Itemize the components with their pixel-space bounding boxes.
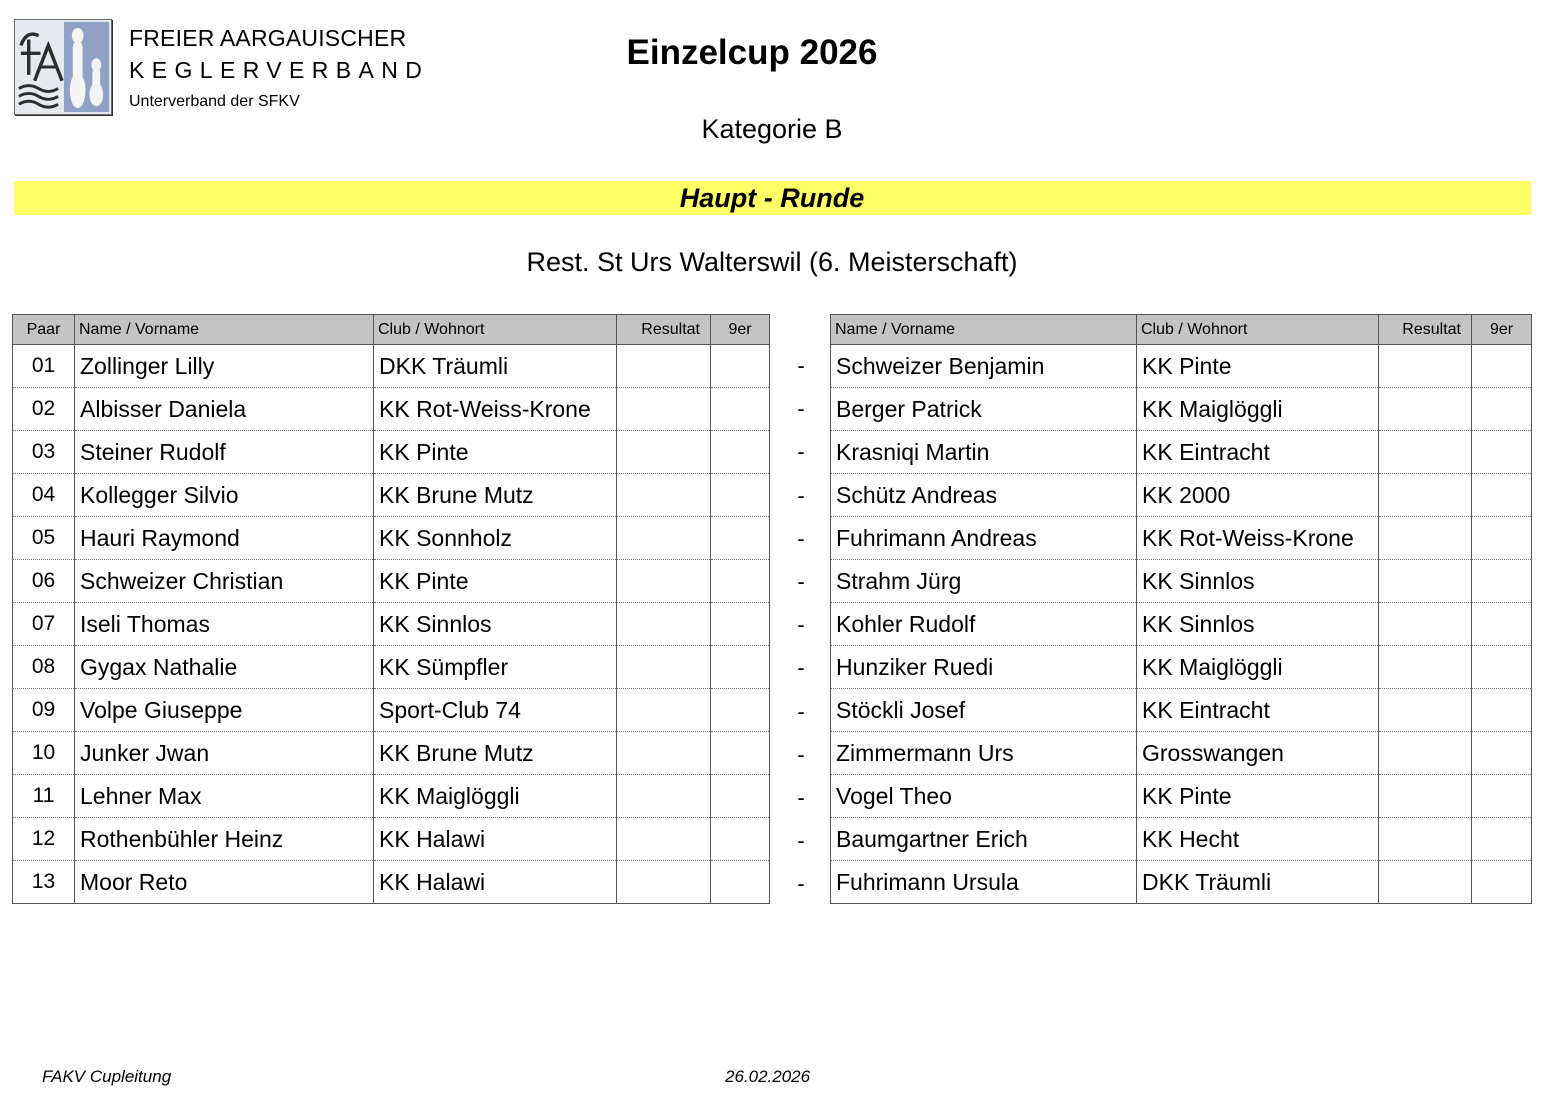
resultat-cell (1379, 474, 1472, 517)
header-name: Name / Vorname (75, 315, 374, 345)
club-cell: DKK Träumli (374, 345, 617, 388)
table-row (13, 603, 770, 646)
neuner-cell (1472, 689, 1532, 732)
neuner-cell (1472, 861, 1532, 904)
player-name-cell: Iseli Thomas (75, 603, 374, 646)
pair-separator: - (797, 871, 805, 897)
player-name-cell: Strahm Jürg (831, 560, 1137, 603)
table-row (831, 474, 1532, 517)
pair-separator: - (797, 698, 805, 724)
header-resultat: Resultat (617, 315, 711, 345)
neuner-cell (1472, 388, 1532, 431)
venue-label: Rest. St Urs Walterswil (6. Meisterschaft) (526, 247, 1018, 277)
player-name-cell: Baumgartner Erich (831, 818, 1137, 861)
organization-subtitle: Unterverband der SFKV (129, 93, 300, 110)
pair-separator: - (797, 396, 805, 422)
organization-name-line2: KEGLERVERBAND (129, 57, 430, 83)
club-cell: KK Rot-Weiss-Krone (374, 388, 617, 431)
organization-name-line1: FREIER AARGAUISCHER (129, 25, 407, 51)
club-cell: KK Pinte (374, 560, 617, 603)
player-name-cell: Schweizer Benjamin (831, 345, 1137, 388)
club-cell: KK Sinnlos (374, 603, 617, 646)
table-row (831, 603, 1532, 646)
header-club: Club / Wohnort (1137, 315, 1379, 345)
player-name-cell: Zimmermann Urs (831, 732, 1137, 775)
paar-cell: 02 (13, 388, 75, 431)
player-name-cell: Volpe Giuseppe (75, 689, 374, 732)
resultat-cell (617, 345, 711, 388)
neuner-cell (711, 517, 770, 560)
paar-cell: 04 (13, 474, 75, 517)
club-cell: KK Halawi (374, 861, 617, 904)
pair-separator: - (797, 482, 805, 508)
club-cell: KK Maiglöggli (374, 775, 617, 818)
neuner-cell (711, 861, 770, 904)
paar-cell: 06 (13, 560, 75, 603)
player-name-cell: Moor Reto (75, 861, 374, 904)
resultat-cell (617, 861, 711, 904)
table-row (13, 775, 770, 818)
table-row (831, 818, 1532, 861)
paar-cell: 03 (13, 431, 75, 474)
page-title: Einzelcup 2026 (626, 33, 878, 72)
club-cell: KK Pinte (1137, 345, 1379, 388)
table-row (831, 775, 1532, 818)
resultat-cell (617, 818, 711, 861)
player-name-cell: Schweizer Christian (75, 560, 374, 603)
player-name-cell: Junker Jwan (75, 732, 374, 775)
club-cell: KK Sinnlos (1137, 560, 1379, 603)
header-club: Club / Wohnort (374, 315, 617, 345)
neuner-cell (711, 560, 770, 603)
pair-separator: - (797, 612, 805, 638)
neuner-cell (1472, 646, 1532, 689)
table-row (831, 861, 1532, 904)
club-cell: KK Eintracht (1137, 689, 1379, 732)
club-cell: DKK Träumli (1137, 861, 1379, 904)
player-name-cell: Fuhrimann Andreas (831, 517, 1137, 560)
resultat-cell (617, 775, 711, 818)
player-name-cell: Schütz Andreas (831, 474, 1137, 517)
pair-separator: - (797, 353, 805, 378)
player-name-cell: Stöckli Josef (831, 689, 1137, 732)
player-name-cell: Lehner Max (75, 775, 374, 818)
club-cell: KK 2000 (1137, 474, 1379, 517)
club-cell: KK Pinte (374, 431, 617, 474)
neuner-cell (711, 388, 770, 431)
neuner-cell (711, 818, 770, 861)
header-name: Name / Vorname (831, 315, 1137, 345)
neuner-cell (711, 474, 770, 517)
resultat-cell (1379, 431, 1472, 474)
table-row (13, 689, 770, 732)
resultat-cell (1379, 775, 1472, 818)
club-cell: KK Maiglöggli (1137, 646, 1379, 689)
category-label: Kategorie B (701, 114, 843, 144)
footer-organizer: FAKV Cupleitung (42, 1067, 172, 1086)
neuner-cell (711, 345, 770, 388)
table-row (13, 474, 770, 517)
left-pairing-table (12, 314, 770, 904)
neuner-cell (1472, 732, 1532, 775)
neuner-cell (711, 689, 770, 732)
table-row (13, 732, 770, 775)
resultat-cell (1379, 646, 1472, 689)
player-name-cell: Gygax Nathalie (75, 646, 374, 689)
table-row (831, 689, 1532, 732)
right-table-header (831, 315, 1532, 345)
neuner-cell (1472, 345, 1532, 388)
header-paar: Paar (13, 315, 75, 345)
right-pairing-table (830, 314, 1532, 904)
resultat-cell (1379, 603, 1472, 646)
paar-cell: 05 (13, 517, 75, 560)
pair-separator: - (797, 741, 805, 767)
header-9er: 9er (711, 315, 770, 345)
club-cell: KK Sinnlos (1137, 603, 1379, 646)
resultat-cell (617, 517, 711, 560)
player-name-cell: Fuhrimann Ursula (831, 861, 1137, 904)
neuner-cell (1472, 603, 1532, 646)
player-name-cell: Kohler Rudolf (831, 603, 1137, 646)
paar-cell: 07 (13, 603, 75, 646)
club-cell: KK Brune Mutz (374, 732, 617, 775)
table-row (13, 560, 770, 603)
resultat-cell (1379, 388, 1472, 431)
resultat-cell (617, 732, 711, 775)
player-name-cell: Steiner Rudolf (75, 431, 374, 474)
neuner-cell (1472, 560, 1532, 603)
resultat-cell (617, 431, 711, 474)
player-name-cell: Kollegger Silvio (75, 474, 374, 517)
neuner-cell (711, 775, 770, 818)
pair-separator: - (797, 828, 805, 854)
table-row (13, 345, 770, 388)
neuner-cell (1472, 775, 1532, 818)
pair-separator: - (797, 655, 805, 681)
club-cell: KK Maiglöggli (1137, 388, 1379, 431)
table-row (13, 517, 770, 560)
paar-cell: 13 (13, 861, 75, 904)
resultat-cell (617, 388, 711, 431)
table-row (13, 861, 770, 904)
club-cell: KK Sonnholz (374, 517, 617, 560)
footer-date: 26.02.2026 (725, 1067, 811, 1086)
club-cell: KK Hecht (1137, 818, 1379, 861)
table-row (13, 646, 770, 689)
club-cell: KK Rot-Weiss-Krone (1137, 517, 1379, 560)
club-cell: KK Pinte (1137, 775, 1379, 818)
neuner-cell (711, 603, 770, 646)
resultat-cell (617, 474, 711, 517)
paar-cell: 11 (13, 775, 75, 818)
neuner-cell (1472, 474, 1532, 517)
resultat-cell (1379, 861, 1472, 904)
table-row (13, 431, 770, 474)
paar-cell: 12 (13, 818, 75, 861)
neuner-cell (1472, 431, 1532, 474)
club-cell: KK Eintracht (1137, 431, 1379, 474)
left-table-header (13, 315, 770, 345)
header-9er: 9er (1472, 315, 1532, 345)
player-name-cell: Hauri Raymond (75, 517, 374, 560)
round-title: Haupt - Runde (679, 183, 865, 213)
resultat-cell (617, 603, 711, 646)
paar-cell: 08 (13, 646, 75, 689)
table-row (831, 732, 1532, 775)
table-row (831, 388, 1532, 431)
player-name-cell: Albisser Daniela (75, 388, 374, 431)
neuner-cell (711, 732, 770, 775)
paar-cell: 09 (13, 689, 75, 732)
neuner-cell (711, 646, 770, 689)
pair-separator: - (797, 525, 805, 551)
table-row (831, 560, 1532, 603)
player-name-cell: Vogel Theo (831, 775, 1137, 818)
neuner-cell (1472, 517, 1532, 560)
resultat-cell (617, 646, 711, 689)
player-name-cell: Zollinger Lilly (75, 345, 374, 388)
resultat-cell (1379, 345, 1472, 388)
paar-cell: 01 (13, 345, 75, 388)
table-row (13, 388, 770, 431)
resultat-cell (1379, 689, 1472, 732)
club-cell: KK Sümpfler (374, 646, 617, 689)
player-name-cell: Hunziker Ruedi (831, 646, 1137, 689)
resultat-cell (617, 560, 711, 603)
resultat-cell (1379, 560, 1472, 603)
club-cell: KK Brune Mutz (374, 474, 617, 517)
club-cell: Grosswangen (1137, 732, 1379, 775)
header-resultat: Resultat (1379, 315, 1472, 345)
player-name-cell: Rothenbühler Heinz (75, 818, 374, 861)
paar-cell: 10 (13, 732, 75, 775)
player-name-cell: Krasniqi Martin (831, 431, 1137, 474)
resultat-cell (617, 689, 711, 732)
club-cell: KK Halawi (374, 818, 617, 861)
table-row (831, 517, 1532, 560)
table-row (831, 431, 1532, 474)
table-row (13, 818, 770, 861)
player-name-cell: Berger Patrick (831, 388, 1137, 431)
neuner-cell (711, 431, 770, 474)
pair-separator: - (797, 784, 805, 810)
resultat-cell (1379, 818, 1472, 861)
pairing-separators (790, 344, 812, 905)
resultat-cell (1379, 732, 1472, 775)
resultat-cell (1379, 517, 1472, 560)
table-row (831, 646, 1532, 689)
pair-separator: - (797, 568, 805, 594)
club-cell: Sport-Club 74 (374, 689, 617, 732)
neuner-cell (1472, 818, 1532, 861)
table-row (831, 345, 1532, 388)
pair-separator: - (797, 439, 805, 465)
